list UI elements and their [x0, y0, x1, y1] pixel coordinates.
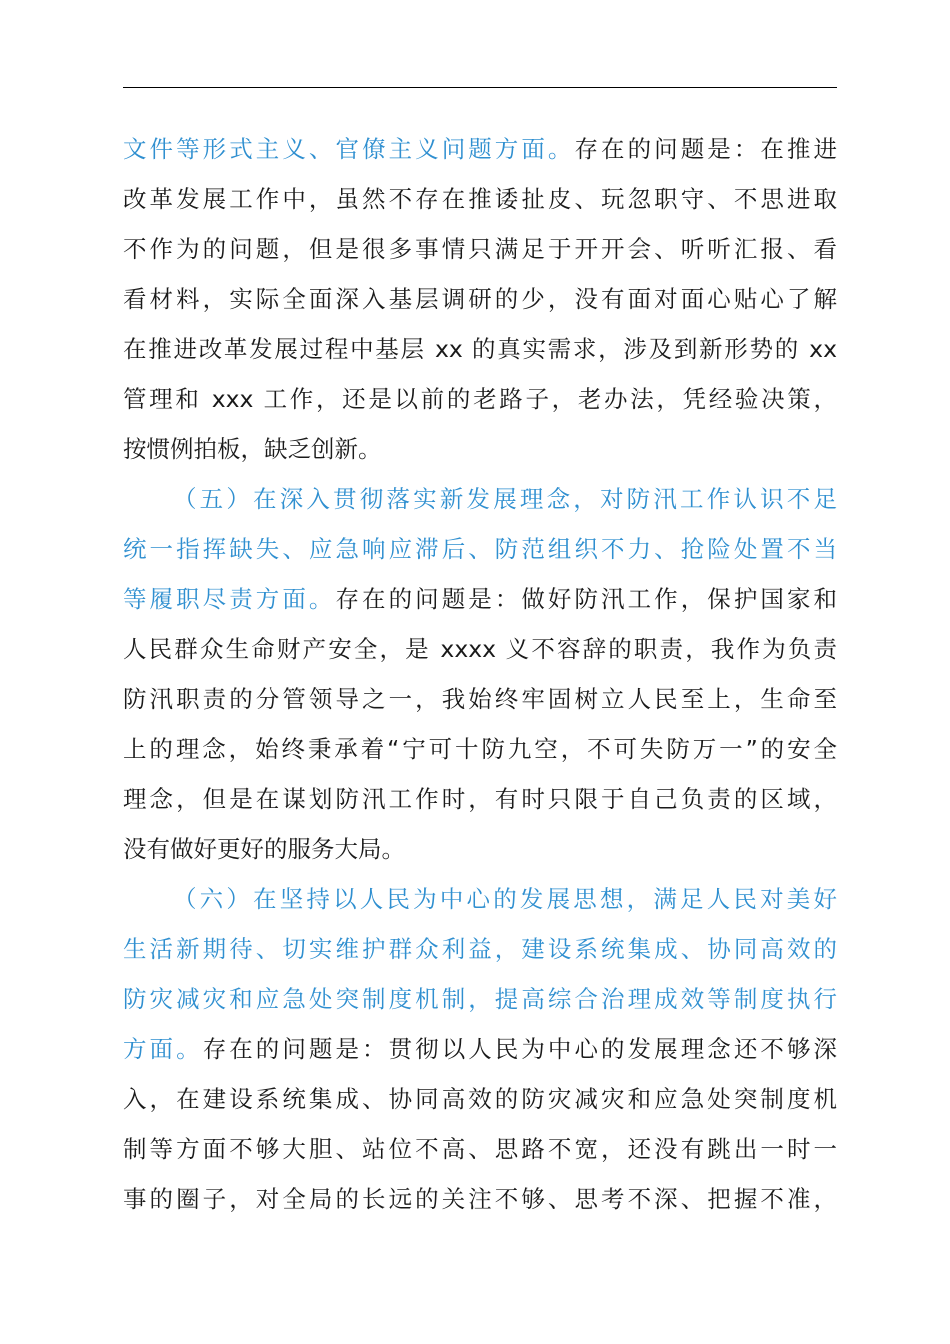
body-text: 事的圈子，对全局的长远的关注不够、思考不深、把握不准， — [123, 1185, 837, 1213]
text-line — [123, 524, 837, 574]
text-line — [123, 1124, 837, 1174]
body-text: 制等方面不够大胆、站位不高、思路不宽，还没有跳出一时一 — [123, 1135, 837, 1163]
text-line — [123, 924, 837, 974]
body-text: 存在的问题是：在推进 — [574, 135, 838, 163]
body-text: 在推进改革发展过程中基层 xx 的真实需求，涉及到新形势的 xx — [123, 335, 837, 363]
text-line — [123, 474, 837, 524]
text-line — [123, 1174, 837, 1224]
body-text: 入，在建设系统集成、协同高效的防灾减灾和应急处突制度机 — [123, 1085, 837, 1113]
heading-text: 生活新期待、切实维护群众利益，建设系统集成、协同高效的 — [123, 935, 837, 963]
heading-text: 统一指挥缺失、应急响应滞后、防范组织不力、抢险处置不当 — [123, 535, 837, 563]
heading-text: 等履职尽责方面。 — [123, 585, 336, 613]
body-text: 人民群众生命财产安全，是 xxxx 义不容辞的职责，我作为负责 — [123, 635, 837, 663]
heading-text: 方面。 — [123, 1035, 203, 1063]
text-line — [123, 374, 837, 424]
text-line — [123, 774, 837, 824]
body-text: 不作为的问题，但是很多事情只满足于开开会、听听汇报、看 — [123, 235, 837, 263]
body-text: 管理和 xxx 工作，还是以前的老路子，老办法，凭经验决策， — [123, 385, 837, 413]
body-text: 改革发展工作中，虽然不存在推诿扯皮、玩忽职守、不思进取 — [123, 185, 837, 213]
text-line — [123, 174, 837, 224]
text-line — [123, 724, 837, 774]
heading-text: （五）在深入贯彻落实新发展理念，对防汛工作认识不足 — [173, 485, 837, 513]
body-text: 看材料，实际全面深入基层调研的少，没有面对面心贴心了解 — [123, 285, 837, 313]
text-line — [123, 974, 837, 1024]
header-rule — [123, 87, 837, 88]
body-text: 防汛职责的分管领导之一，我始终牢固树立人民至上，生命至 — [123, 685, 837, 713]
body-text: 按惯例拍板，缺乏创新。 — [123, 435, 382, 463]
text-line — [123, 124, 837, 174]
text-line — [123, 324, 837, 374]
text-line — [123, 874, 837, 924]
text-line — [123, 624, 837, 674]
heading-text: 文件等形式主义、官僚主义问题方面。 — [123, 135, 575, 163]
body-text: 上的理念，始终秉承着“宁可十防九空，不可失防万一”的安全 — [123, 735, 837, 763]
heading-text: 防灾减灾和应急处突制度机制，提高综合治理成效等制度执行 — [123, 985, 837, 1013]
text-line — [123, 574, 837, 624]
text-line — [123, 674, 837, 724]
heading-text: （六）在坚持以人民为中心的发展思想，满足人民对美好 — [173, 885, 837, 913]
body-text: 理念，但是在谋划防汛工作时，有时只限于自己负责的区域， — [123, 785, 837, 813]
text-line — [123, 424, 837, 474]
text-line — [123, 274, 837, 324]
text-line — [123, 224, 837, 274]
body-text: 存在的问题是：贯彻以人民为中心的发展理念还不够深 — [202, 1035, 838, 1063]
document-body — [123, 124, 837, 1224]
text-line — [123, 824, 837, 874]
text-line — [123, 1024, 837, 1074]
text-line — [123, 1074, 837, 1124]
body-text: 没有做好更好的服务大局。 — [123, 835, 405, 863]
body-text: 存在的问题是：做好防汛工作，保护国家和 — [335, 585, 838, 613]
